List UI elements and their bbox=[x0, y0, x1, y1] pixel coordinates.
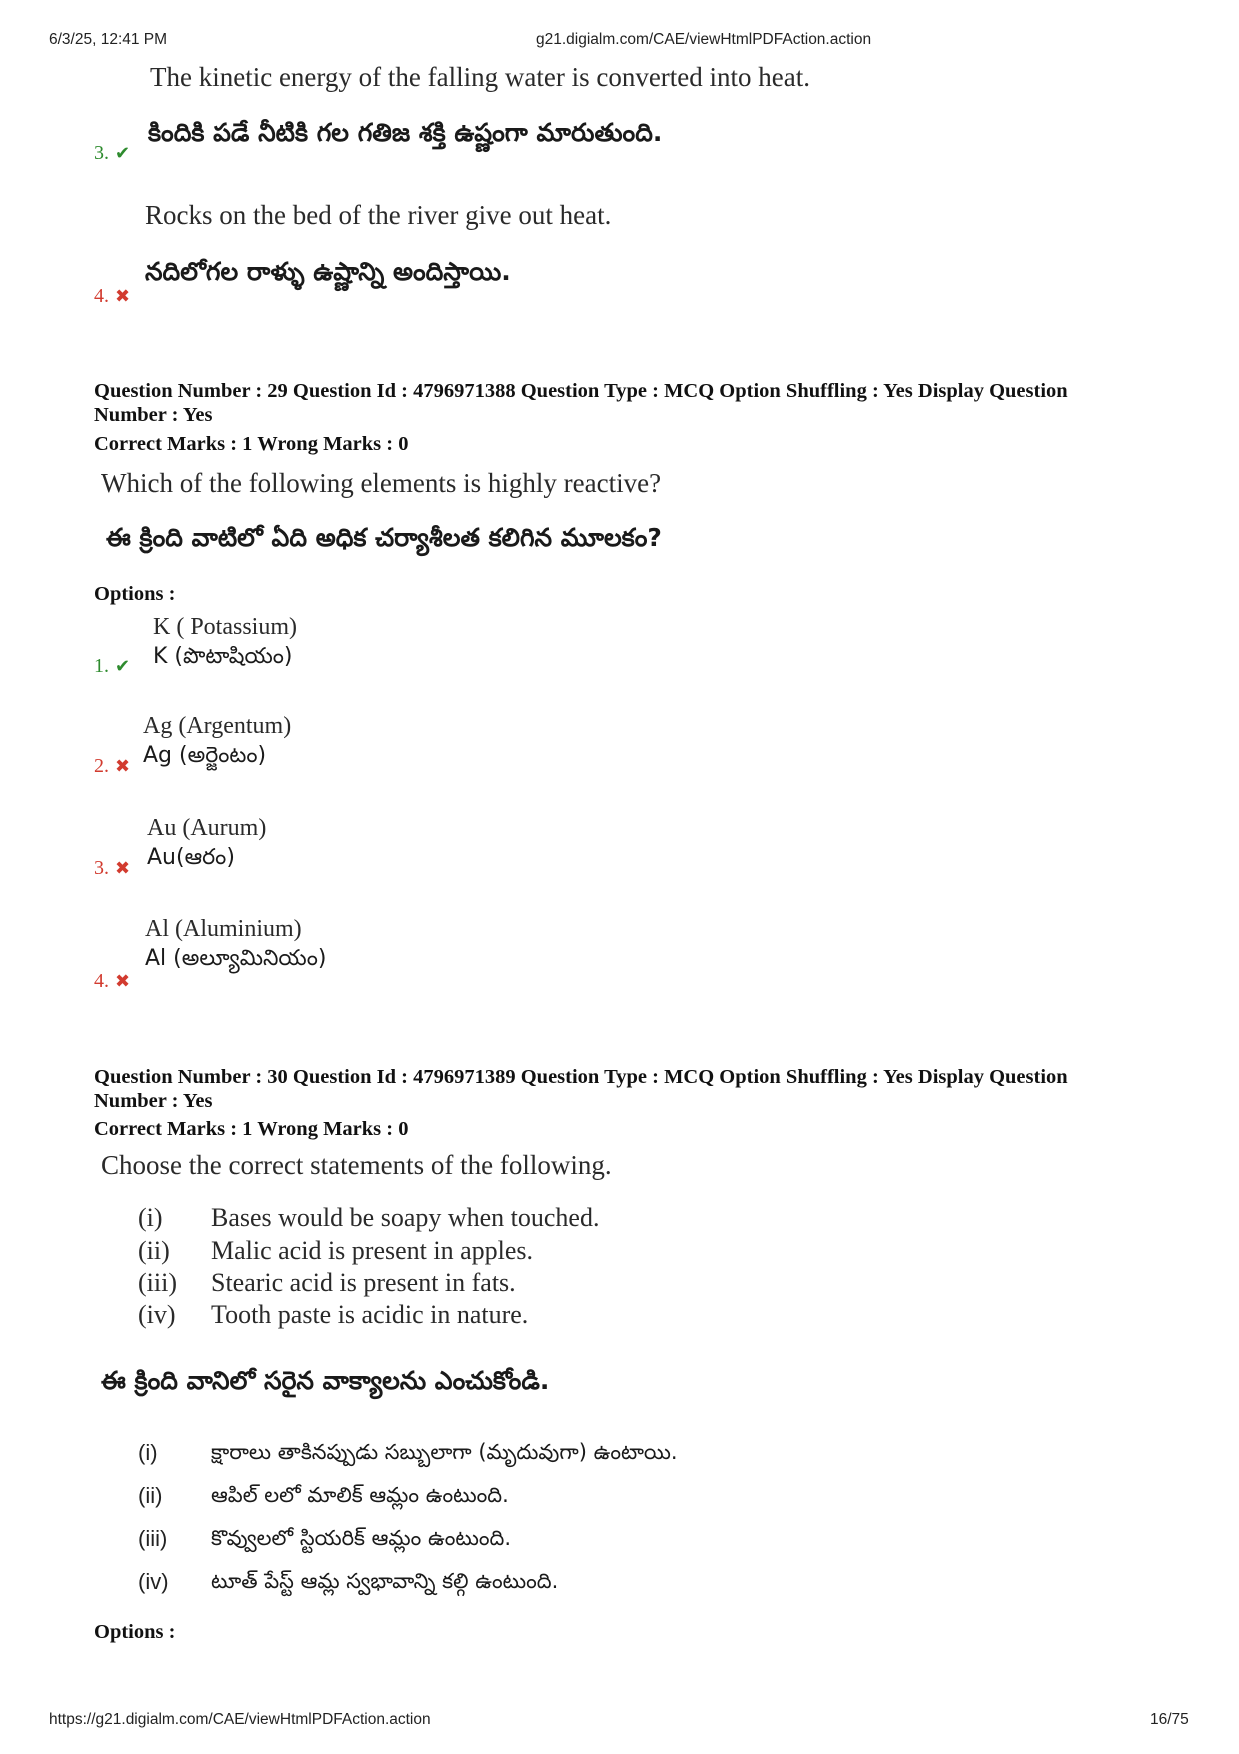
question-30-text-english: Choose the correct statements of the following. bbox=[101, 1150, 612, 1180]
q29-option-3-telugu: Au(ఆరం) bbox=[147, 845, 235, 870]
statement-te-number: (i) bbox=[138, 1440, 158, 1465]
option-3-telugu: కిందికి పడే నీటికి గల గతిజ శక్తి ఉష్ణంగా మారుతుంది. bbox=[148, 118, 663, 147]
question-29-text-english: Which of the following elements is highly reactive? bbox=[101, 468, 662, 498]
wrong-cross-icon: ✖ bbox=[115, 971, 131, 991]
q29-option-2-telugu: Ag (అర్జెంటం) bbox=[143, 743, 267, 768]
question-30-options-label: Options : bbox=[94, 1621, 176, 1643]
statement-te-number: (iv) bbox=[138, 1569, 169, 1594]
q29-option-1-number: 1. ✔ bbox=[94, 655, 131, 677]
question-29-marks: Correct Marks : 1 Wrong Marks : 0 bbox=[94, 433, 409, 455]
statement-en-text: Bases would be soapy when touched. bbox=[211, 1203, 600, 1232]
statement-en-text: Tooth paste is acidic in nature. bbox=[211, 1300, 529, 1329]
question-30-text-telugu: ఈ క్రింది వానిలో సరైన వాక్యాలను ఎంచుకోండి. bbox=[101, 1366, 550, 1395]
wrong-cross-icon: ✖ bbox=[115, 858, 131, 878]
question-30-meta: Question Number : 30 Question Id : 4796971389 Question Type : MCQ Option Shuffling : Yes Display Question Number : Yes bbox=[94, 1066, 1068, 1112]
statement-te-number: (ii) bbox=[138, 1483, 163, 1508]
statement-te-number: (iii) bbox=[138, 1526, 168, 1551]
option-4-number: 4. ✖ bbox=[94, 285, 131, 307]
statement-en-number: (iv) bbox=[138, 1300, 176, 1329]
q29-option-4-number: 4. ✖ bbox=[94, 970, 131, 992]
statement-en-number: (i) bbox=[138, 1203, 163, 1232]
statement-en-number: (ii) bbox=[138, 1236, 170, 1265]
wrong-cross-icon: ✖ bbox=[115, 286, 131, 306]
q29-option-2-number: 2. ✖ bbox=[94, 755, 131, 777]
q29-option-3-english: Au (Aurum) bbox=[147, 815, 267, 841]
option-3-english: The kinetic energy of the falling water is converted into heat. bbox=[150, 62, 811, 92]
print-datetime: 6/3/25, 12:41 PM bbox=[49, 31, 168, 48]
correct-check-icon: ✔ bbox=[115, 143, 131, 163]
statement-en-text: Malic acid is present in apples. bbox=[211, 1236, 534, 1265]
statement-te-text: ఆపిల్ లలో మాలిక్ ఆమ్లం ఉంటుంది. bbox=[211, 1483, 509, 1507]
question-29-text-telugu: ఈ క్రింది వాటిలో ఏది అధిక చర్యాశీలత కలిగిన మూలకం? bbox=[106, 523, 662, 552]
page-number: 16/75 bbox=[1150, 1711, 1189, 1728]
option-4-telugu: నదిలోగల రాళ్ళు ఉష్ణాన్ని అందిస్తాయి. bbox=[145, 257, 511, 286]
q29-option-4-telugu: Al (అల్యూమినియం) bbox=[145, 946, 327, 971]
q29-option-1-telugu: K (పొటాషియం) bbox=[153, 644, 293, 669]
correct-check-icon: ✔ bbox=[115, 656, 131, 676]
question-30-marks: Correct Marks : 1 Wrong Marks : 0 bbox=[94, 1118, 409, 1140]
option-3-number: 3. ✔ bbox=[94, 142, 131, 164]
statement-en-number: (iii) bbox=[138, 1268, 177, 1297]
question-29-options-label: Options : bbox=[94, 583, 176, 605]
q29-option-3-number: 3. ✖ bbox=[94, 857, 131, 879]
q29-option-4-english: Al (Aluminium) bbox=[145, 916, 302, 942]
statement-te-text: టూత్ పేస్ట్ ఆమ్ల స్వభావాన్ని కల్గి ఉంటుంది. bbox=[211, 1569, 559, 1593]
statement-te-text: క్షారాలు తాకినప్పుడు సబ్బులాగా (మృదువుగా) ఉంటాయి. bbox=[211, 1440, 678, 1464]
statement-en-text: Stearic acid is present in fats. bbox=[211, 1268, 516, 1297]
print-header-url: g21.digialm.com/CAE/viewHtmlPDFAction.action bbox=[536, 31, 872, 48]
q29-option-2-english: Ag (Argentum) bbox=[143, 713, 292, 739]
option-4-english: Rocks on the bed of the river give out heat. bbox=[145, 200, 612, 230]
print-footer-url: https://g21.digialm.com/CAE/viewHtmlPDFAction.action bbox=[49, 1711, 431, 1728]
q29-option-1-english: K ( Potassium) bbox=[153, 614, 297, 640]
question-29-meta: Question Number : 29 Question Id : 4796971388 Question Type : MCQ Option Shuffling : Yes Display Question Number : Yes bbox=[94, 380, 1068, 426]
statement-te-text: కొవ్వులలో స్టియరిక్ ఆమ్లం ఉంటుంది. bbox=[211, 1526, 511, 1550]
wrong-cross-icon: ✖ bbox=[115, 756, 131, 776]
